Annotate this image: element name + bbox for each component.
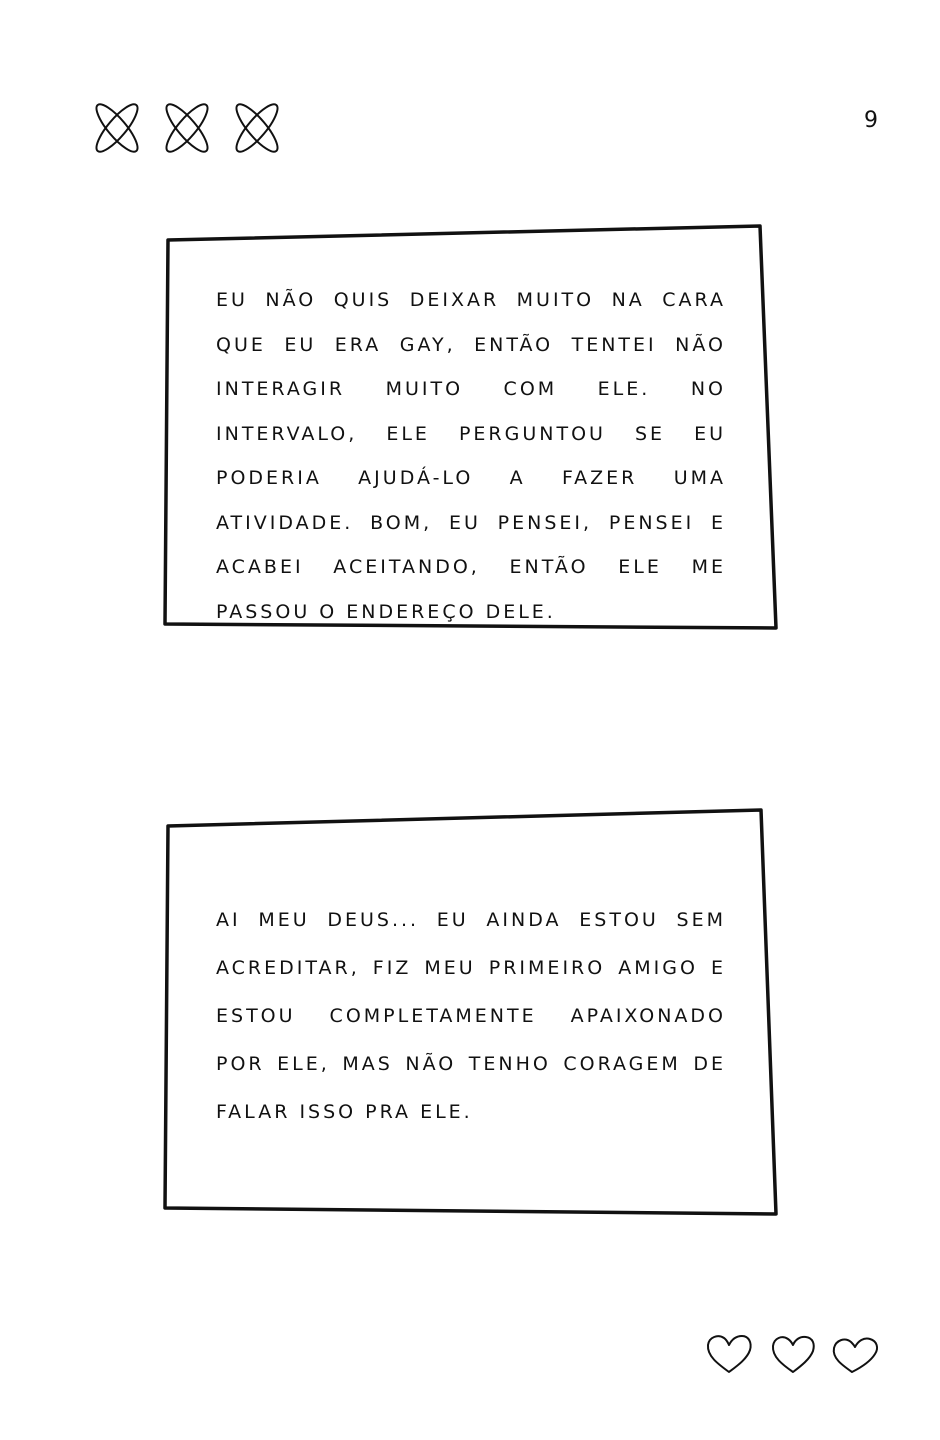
heart-icon bbox=[768, 1332, 818, 1376]
narration-text-2: AI MEU DEUS... EU AINDA ESTOU SEM ACREDITAR, FIZ MEU PRIMEIRO AMIGO E ESTOU COMPLETAMENTE APAIXONADO POR ELE, MAS NÃO TENHO CORAGEM DE FALAR ISSO PRA ELE. bbox=[216, 909, 726, 1123]
page-number: 9 bbox=[864, 108, 878, 133]
heart-icon bbox=[704, 1332, 754, 1376]
heart-icon bbox=[830, 1332, 880, 1376]
narration-panel-1 bbox=[160, 222, 780, 632]
narration-text-1: EU NÃO QUIS DEIXAR MUITO NA CARA QUE EU ERA GAY, ENTÃO TENTEI NÃO INTERAGIR MUITO COM ELE. NO INTERVALO, ELE PERGUNTOU SE EU PODERIA AJUDÁ-LO A FAZER UMA ATIVIDADE. BOM, EU PENSEI, PENSEI E ACABEI ACEITANDO, ENTÃO ELE ME PASSOU O ENDEREÇO DELE. bbox=[216, 289, 726, 623]
x-doodle-icon bbox=[162, 100, 212, 156]
narration-panel-2 bbox=[160, 806, 780, 1216]
x-doodle-icon bbox=[232, 100, 282, 156]
x-doodle-icon bbox=[92, 100, 142, 156]
